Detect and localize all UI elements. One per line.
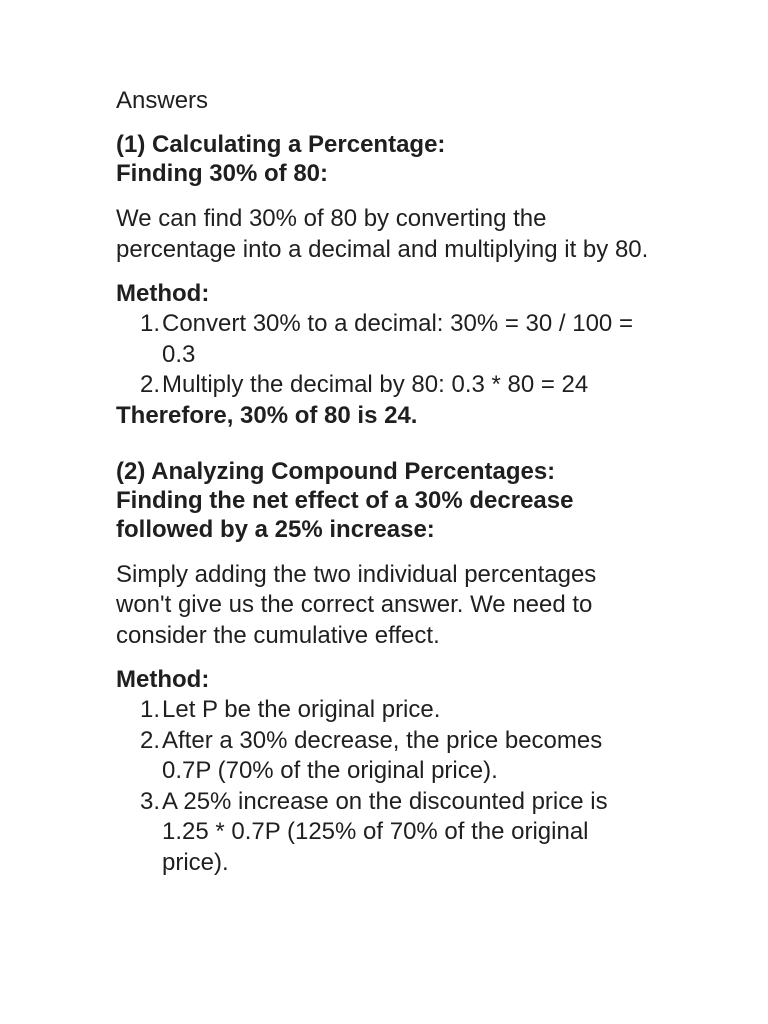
- section-2-title-line-1: (2) Analyzing Compound Percentages:: [116, 457, 556, 485]
- section-1-title-line-1: (1) Calculating a Percentage:: [116, 131, 446, 158]
- step-number: 1.: [140, 696, 161, 723]
- section-1-paragraph: We can find 30% of 80 by converting the percentage into a decimal and multiplying it by 80.: [116, 205, 649, 263]
- section-2-method-label: Method:: [116, 666, 210, 693]
- document-page: [116, 86, 656, 878]
- step-text: Let P be the original price.: [162, 696, 441, 723]
- section-2-step-1: [116, 695, 656, 726]
- step-number: 3.: [140, 787, 161, 815]
- step-text: Multiply the decimal by 80: 0.3 * 80 = 24: [162, 371, 589, 398]
- section-2: [116, 457, 656, 879]
- step-text: A 25% increase on the discounted price is 1.25 * 0.7P (125% of 70% of the original price).: [162, 787, 608, 876]
- section-1-method-label: Method:: [116, 280, 210, 307]
- section-1-steps: [116, 309, 656, 401]
- step-number: 1.: [140, 310, 161, 337]
- step-number: 2.: [140, 726, 161, 754]
- section-1-step-1: [116, 309, 656, 370]
- section-2-steps: [116, 695, 656, 878]
- section-1-title-line-2: Finding 30% of 80:: [116, 160, 329, 187]
- step-text: Convert 30% to a decimal: 30% = 30 / 100 = 0.3: [162, 310, 633, 368]
- section-2-step-2: [116, 726, 656, 787]
- step-text: After a 30% decrease, the price becomes 0.7P (70% of the original price).: [162, 726, 603, 784]
- section-1-conclusion: Therefore, 30% of 80 is 24.: [116, 401, 418, 429]
- section-1-step-2: [116, 370, 656, 401]
- answers-heading: Answers: [116, 87, 209, 114]
- section-2-title-line-2: Finding the net effect of a 30% decrease followed by a 25% increase:: [116, 486, 574, 543]
- section-2-step-3: [116, 787, 656, 879]
- section-2-paragraph: Simply adding the two individual percentages won't give us the correct answer. We need to consider the cumulative effect.: [116, 560, 597, 649]
- step-number: 2.: [140, 371, 161, 398]
- section-1: [116, 130, 656, 431]
